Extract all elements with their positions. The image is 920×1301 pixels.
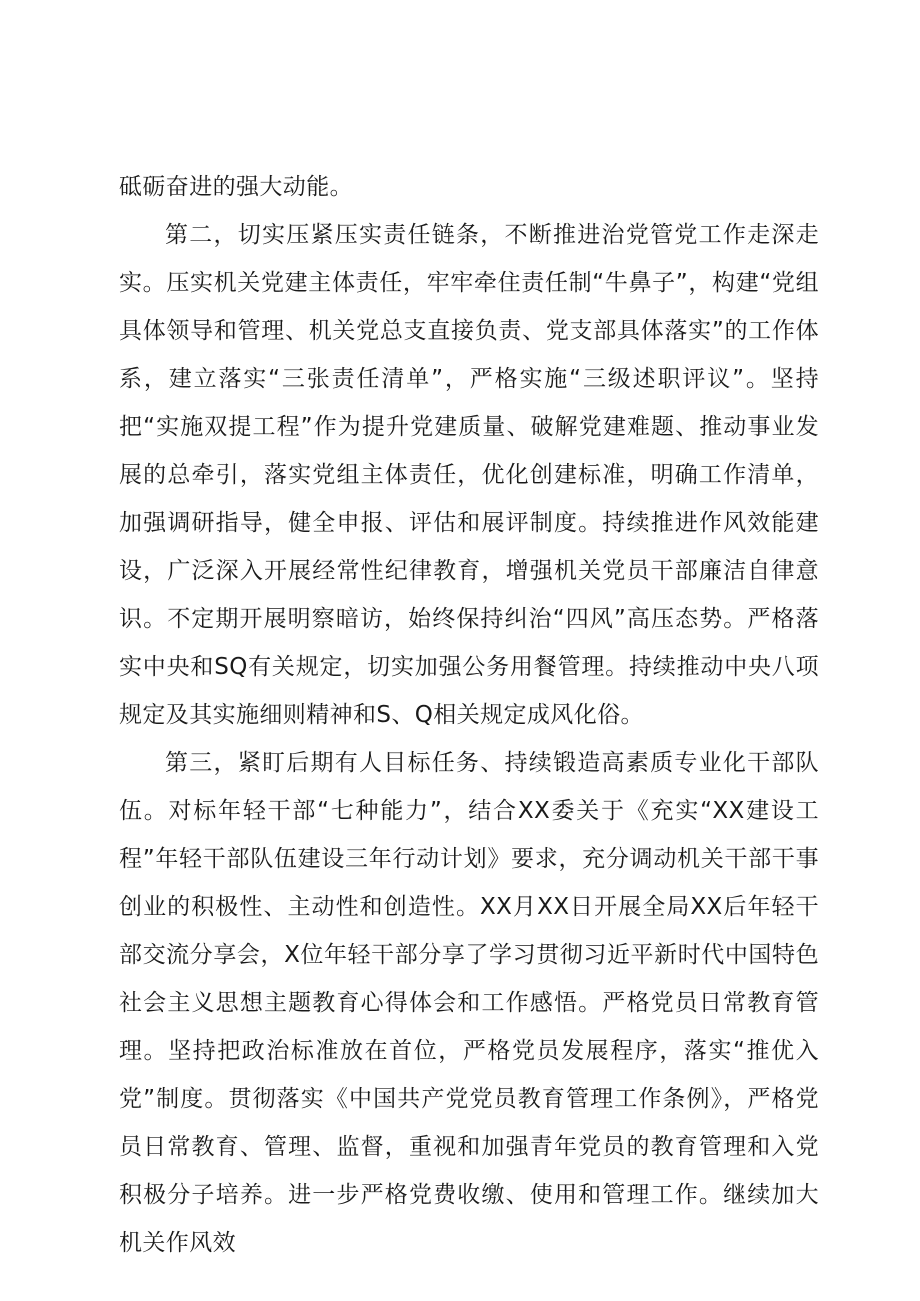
paragraph-continuation: 砥砺奋进的强大动能。 xyxy=(119,174,353,200)
document-body xyxy=(119,163,819,1267)
paragraph-third-point: 第三，紧盯后期有人目标任务、持续锻造高素质专业化干部队伍。对标年轻干部“七种能力”，结合XX委关于《充实“XX建设工程”年轻干部队伍建设三年行动计划》要求，充分调动机关干部干事创业的积极性、主动性和创造性。XX月XX日开展全局XX后年轻干部交流分享会，X位年轻干部分享了学习贯彻习近平新时代中国特色社会主义思想主题教育心得体会和工作感悟。严格党员日常教育管理。坚持把政治标准放在首位，严格党员发展程序，落实“推优入党”制度。贯彻落实《中国共产党党员教育管理工作条例》，严格党员日常教育、管理、监督，重视和加强青年党员的教育管理和入党积极分子培养。进一步严格党费收缴、使用和管理工作。继续加大机关作风效 xyxy=(119,750,819,1256)
paragraph-second-point: 第二，切实压紧压实责任链条，不断推进治党管党工作走深走实。压实机关党建主体责任，牢牢牵住责任制“牛鼻子”，构建“党组具体领导和管理、机关党总支直接负责、党支部具体落实”的工作体系，建立落实“三张责任清单”，严格实施“三级述职评议”。坚持把“实施双提工程”作为提升党建质量、破解党建难题、推动事业发展的总牵引，落实党组主体责任，优化创建标准，明确工作清单，加强调研指导，健全申报、评估和展评制度。持续推进作风效能建设，广泛深入开展经常性纪律教育，增强机关党员干部廉洁自律意识。不定期开展明察暗访，始终保持纠治“四风”高压态势。严格落实中央和SQ有关规定，切实加强公务用餐管理。持续推动中央八项规定及其实施细则精神和S、Q相关规定成风化俗。 xyxy=(119,222,819,728)
